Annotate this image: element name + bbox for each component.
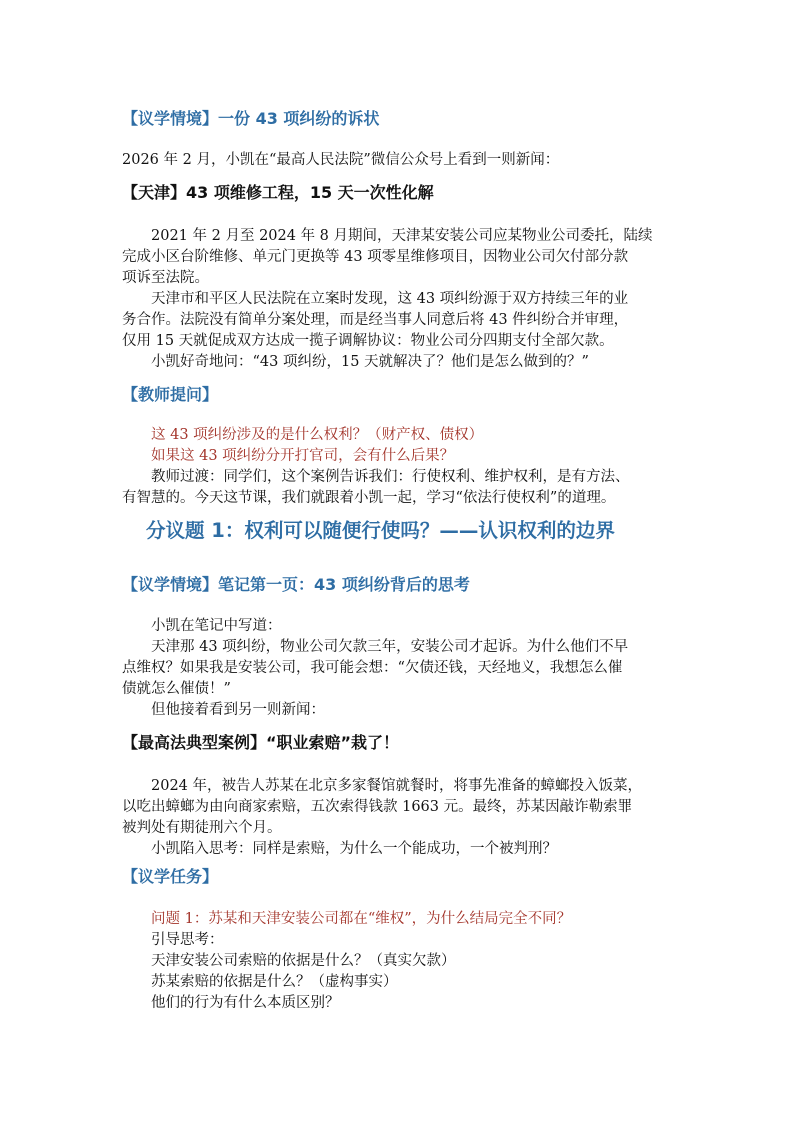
guide-item: 他们的行为有什么本质区别？ <box>151 995 340 1011</box>
teacher-transition-line: 有智慧的。今天这节课，我们就跟着小凯一起，学习“依法行使权利”的道理。 <box>122 490 616 506</box>
guide-label: 引导思考： <box>151 932 224 948</box>
section-heading-teacher: 【教师提问】 <box>122 385 219 404</box>
question-line: 小凯好奇地问：“43 项纠纷，15 天就解决了？他们是怎么做到的？” <box>151 354 589 370</box>
task-question: 问题 1：苏某和天津安装公司都在“维权”，为什么结局完全不同？ <box>151 911 572 927</box>
news-paragraph-line: 仅用 15 天就促成双方达成一揽子调解协议：物业公司分四期支付全部欠款。 <box>122 333 614 349</box>
notes-line: 债就怎么催债！” <box>122 681 231 697</box>
section-heading-scenario: 【议学情境】一份 43 项纠纷的诉状 <box>122 109 380 128</box>
guide-item: 苏某索赔的依据是什么？（虚构事实） <box>151 974 398 990</box>
news-paragraph-line: 项诉至法院。 <box>122 270 209 286</box>
teacher-question: 如果这 43 项纠纷分开打官司，会有什么后果？ <box>151 448 455 464</box>
subtopic-title: 分议题 1：权利可以随便行使吗？——认识权利的边界 <box>146 519 615 542</box>
notes-line: 但他接着看到另一则新闻： <box>151 702 325 718</box>
case-paragraph-line: 被判处有期徒刑六个月。 <box>122 820 282 836</box>
news-paragraph-line: 天津市和平区人民法院在立案时发现，这 43 项纠纷源于双方持续三年的业 <box>151 291 629 307</box>
notes-line: 小凯在笔记中写道： <box>151 618 282 634</box>
news-title: 【天津】43 项维修工程，15 天一次性化解 <box>122 183 434 202</box>
case-title: 【最高法典型案例】“职业索赔”栽了！ <box>122 733 400 752</box>
case-paragraph-line: 以吃出蟑螂为由向商家索赔，五次索得钱款 1663 元。最终，苏某因敲诈勒索罪 <box>122 799 633 815</box>
news-paragraph-line: 2021 年 2 月至 2024 年 8 月期间，天津某安装公司应某物业公司委托，陆续 <box>151 228 653 244</box>
case-paragraph-line: 2024 年，被告人苏某在北京多家餐馆就餐时，将事先准备的蟑螂投入饭菜， <box>151 778 643 794</box>
news-paragraph-line: 务合作。法院没有简单分案处理，而是经当事人同意后将 43 件纠纷合并审理， <box>122 312 629 328</box>
section-heading-task: 【议学任务】 <box>122 867 219 886</box>
notes-line: 天津那 43 项纠纷，物业公司欠款三年，安装公司才起诉。为什么他们不早 <box>151 639 629 655</box>
case-paragraph-line: 小凯陷入思考：同样是索赔，为什么一个能成功，一个被判刑？ <box>151 841 557 857</box>
teacher-question: 这 43 项纠纷涉及的是什么权利？（财产权、债权） <box>151 427 484 443</box>
intro-line: 2026 年 2 月，小凯在“最高人民法院”微信公众号上看到一则新闻： <box>122 152 560 168</box>
teacher-transition-line: 教师过渡：同学们，这个案例告诉我们：行使权利、维护权利，是有方法、 <box>151 469 630 485</box>
section-heading-scenario: 【议学情境】笔记第一页：43 项纠纷背后的思考 <box>122 575 470 594</box>
guide-item: 天津安装公司索赔的依据是什么？（真实欠款） <box>151 953 456 969</box>
news-paragraph-line: 完成小区台阶维修、单元门更换等 43 项零星维修项目，因物业公司欠付部分款 <box>122 249 629 265</box>
notes-line: 点维权？如果我是安装公司，我可能会想：“欠债还钱，天经地义，我想怎么催 <box>122 660 623 676</box>
